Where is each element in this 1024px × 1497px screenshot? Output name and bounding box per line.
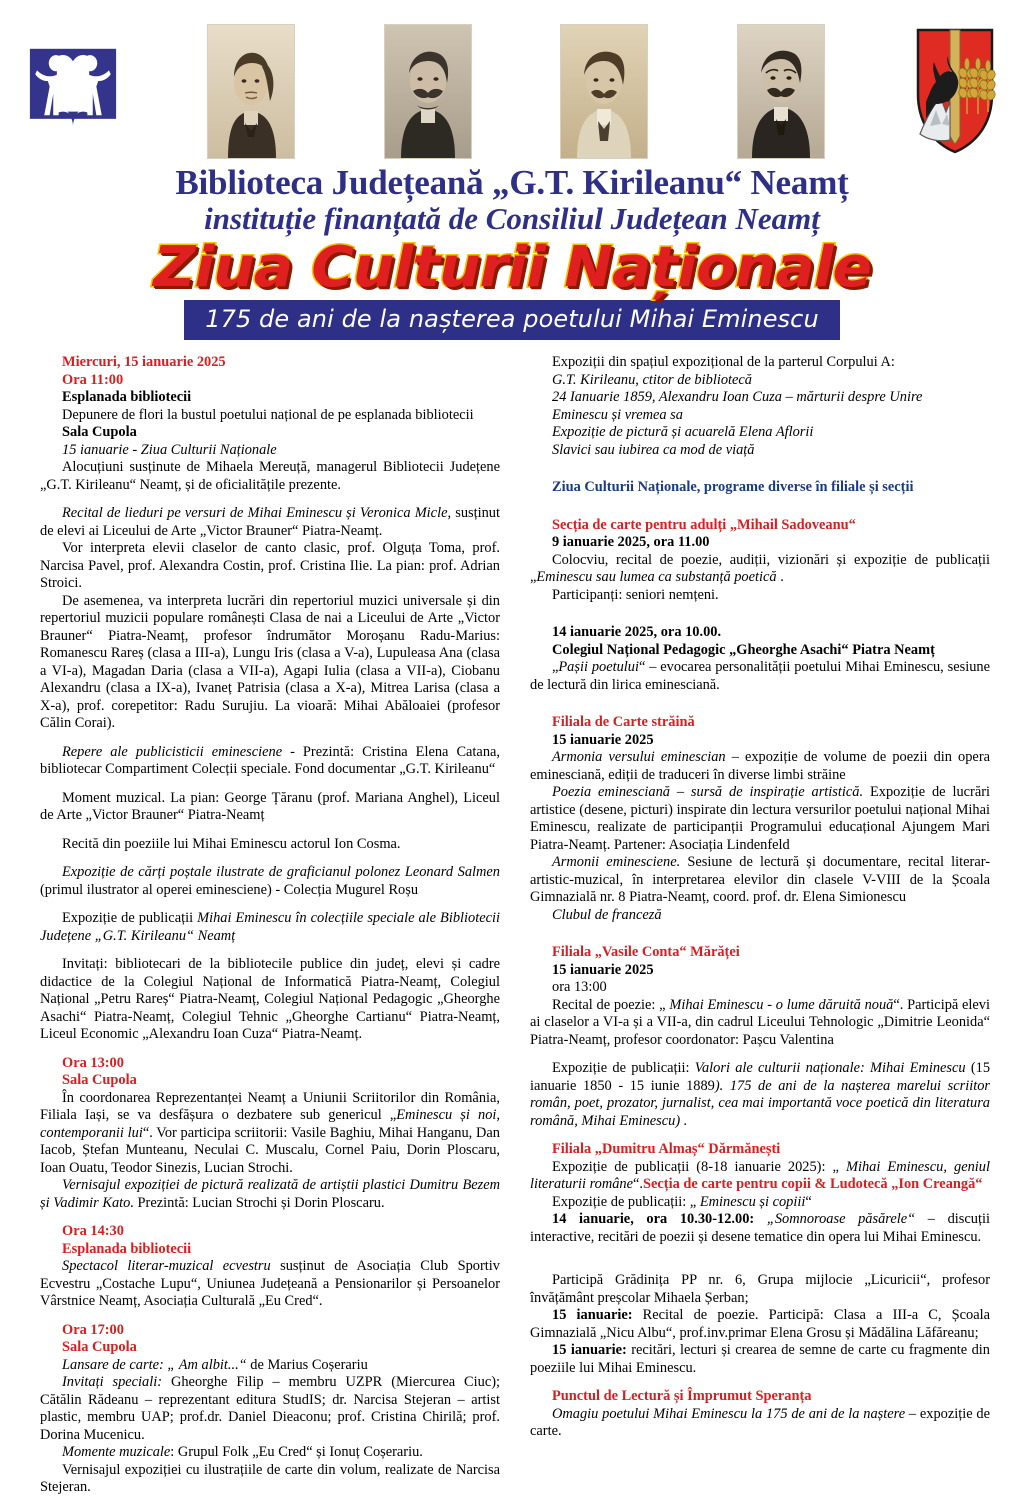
left-p6: De asemenea, va interpreta lucrări din repertoriul muzici universale și din repertoriul muzicii populare românești Clasa de nai a Liceului de Arte „Victor Brauner“ Piatra-Neamț, profesor îndrumător Moroșanu Radu-Marius: Romanescu Rareș (clasa a III-a), Lungu Iris (clasa a V-a), Lupuleasa Ana (clasa a VI-a), Magadan Daria (clasa a VII-a), Agapi Iulia (clasa a VII-a), Ciobanu Alexandru (clasa a IX-a), Ivaneț Patrisia (clasa a X-a), Mitrea Larisa (clasa a X-a), prof. corepetitor: Radu Surujiu. La vioară: Mihai Abăloaiei (profesor Călin Corai). [40, 592, 500, 732]
right-column [530, 354, 991, 1440]
left-p2: 15 ianuarie - Ziua Culturii Naționale [62, 441, 277, 458]
left-date-heading: Miercuri, 15 ianuarie 2025 [62, 354, 226, 371]
right-exh-2: 24 Ianuarie 1859, Alexandru Ioan Cuza – mărturii despre Unire [552, 389, 923, 406]
right-exh-1: G.T. Kirileanu, ctitor de bibliotecă [552, 371, 752, 388]
right-sec3-p4: Clubul de franceză [552, 906, 662, 923]
right-sec1-date: 9 ianuarie 2025, ora 11.00 [552, 534, 710, 551]
right-blue-heading: Ziua Culturii Naționale, programe diverse în filiale și secții [552, 479, 914, 496]
left-p12: Invitați: bibliotecari de la bibliotecile publice din județ, elevi și cadre didactice de la Colegiul Național de Informatică Piatra-Neamț, Colegiul Național „Petru Rareș“ Piatra-Neamț, Colegiul Național Pedagogic „Gheorghe Asachi“ Piatra-Neamț, Colegiul Tehnic „Gheorghe Cartianu“ Piatra-Neamț, Liceul Economic „Alexandru Ioan Cuza“ Piatra-Neamț. [40, 956, 500, 1043]
right-sec6-title: Secția de carte pentru copii & Ludotecă „Ion Creangă“ [643, 1176, 983, 1193]
anniversary-banner: 175 de ani de la nașterea poetului Mihai Eminescu [184, 300, 840, 340]
right-sec1-p2: Participanți: seniori nemțeni. [552, 586, 719, 603]
right-sec6-p2: 14 ianuarie, ora 10.30-12.00: „Somnoroase păsărele“ – discuții interactive, recitări de poezii și desene tematice din opera lui Mihai Eminescu. [530, 1211, 990, 1245]
left-place-5: Sala Cupola [62, 1339, 137, 1356]
right-sec3-p2: Poezia eminesciană – sursă de inspirație artistică. Expoziție de lucrări artistice (desene, picturi) inspirate din lectura versurilor poetului național Mihai Eminescu, realizate de participanții Programului educațional Ajungem Mari Piatra-Neamț. Partener: Asociația Lindenfeld [530, 784, 990, 853]
left-column [40, 354, 500, 1496]
left-p10: Expoziție de cărți poștale ilustrate de graficianul polonez Leonard Salmen (primul ilustrator al operei eminesciene) - Colecția Mugurel Roșu [40, 864, 500, 898]
right-sec6-p1: Expoziție de publicații: „ Eminescu și copiii“ [552, 1193, 812, 1210]
right-exh-5: Slavici sau iubirea ca mod de viață [552, 441, 755, 458]
coat-of-arms-icon [914, 26, 996, 156]
right-exh-3: Eminescu și vremea sa [552, 406, 683, 423]
right-sec1-title: Secția de carte pentru adulți „Mihail Sadoveanu“ [552, 516, 856, 533]
right-exh-4: Expoziție de pictură și acuarelă Elena Aflorii [552, 424, 814, 441]
left-place-1: Esplanada bibliotecii [62, 389, 192, 406]
left-time-4: Ora 17:00 [62, 1321, 124, 1338]
right-sec3-date: 15 ianuarie 2025 [552, 731, 654, 748]
right-sec4-title: Filiala „Vasile Conta“ Mărăței [552, 944, 740, 961]
right-sec2-title: Colegiul Național Pedagogic „Gheorghe Asachi“ Piatra Neamț [552, 641, 935, 658]
portrait-slavici [560, 24, 648, 159]
left-p9: Recită din poeziile lui Mihai Eminescu actorul Ion Cosma. [62, 835, 401, 852]
right-sec4-p2: Expoziție de publicații: Valori ale culturii naționale: Mihai Eminescu (15 ianuarie 1850 - 15 iunie 1889). 175 de ani de la nașterea marelui scriitor român, poet, prozator, jurnalist, cea mai importantă voce poetică din literatura română, Mihai Eminescu) . [530, 1060, 991, 1129]
content-columns [0, 340, 1024, 1496]
title-block [0, 164, 1024, 340]
left-p16: Lansare de carte: „ Am albit...“ de Marius Coșerariu [62, 1356, 368, 1373]
portrait-eminescu [207, 24, 295, 159]
left-time-3: Ora 14:30 [62, 1223, 124, 1240]
left-p8: Moment muzical. La pian: George Țăranu (prof. Mariana Anghel), Liceul de Arte „Victor Brauner“ Piatra-Neamț [40, 789, 500, 824]
institution-subtitle: instituție finanțată de Consiliul Județean Neamț [204, 201, 820, 237]
portrait-caragiale [737, 24, 825, 159]
left-p4: Recital de lieduri pe versuri de Mihai Eminescu și Veronica Micle, susținut de elevi ai Liceului de Arte „Victor Brauner“ Piatra-Neamț. [40, 505, 500, 539]
event-title-wrap [0, 235, 1024, 301]
right-sec6-p4: 15 ianuarie: Recital de poezie. Participă: Clasa a III-a C, Școala Gimnazială „Nicu Albu“, prof.inv.primar Elena Grosu și Mădălina Lăfăreanu; [530, 1307, 991, 1341]
right-sec2-p1: „Pașii poetului“ – evocarea personalității poetului Mihai Eminescu, sesiune de lectură din lirica eminesciană. [530, 659, 990, 693]
right-sec6-p5: 15 ianuarie: recitări, lecturi și crearea de semne de carte cu fragmente din poeziile lui Mihai Eminescu. [530, 1342, 990, 1376]
right-r1: Expoziții din spațiul expozițional de la parterul Corpului A: [552, 354, 895, 371]
left-p5: Vor interpreta elevii claselor de canto clasic, prof. Olguța Toma, prof. Narcisa Pavel, prof. Alexandra Costin, prof. Cristina Ilie. La pian: prof. Adrian Stroici. [40, 540, 500, 592]
left-p19: Vernisajul expoziției cu ilustrațiile de carte din volum, realizate de Narcisa Stejeran. [40, 1461, 500, 1496]
institution-title: Biblioteca Județeană „G.T. Kirileanu“ Neamț [175, 163, 849, 202]
right-sec3-p1: Armonia versului eminescian – expoziție de volume de poezii din opera eminesciană, ediții de traduceri în diverse limbi străine [530, 749, 990, 783]
right-sec4-date: 15 ianuarie 2025 [552, 961, 654, 978]
right-sec6-p3: Participă Grădinița PP nr. 6, Grupa mijlocie „Licuricii“, profesor învățământ preșcolar Mihaela Șerban; [530, 1272, 990, 1306]
left-place-3: Sala Cupola [62, 1072, 137, 1089]
portrait-creanga [384, 24, 472, 159]
left-p17: Invitați speciali: Gheorghe Filip – membru UZPR (Miercurea Ciuc); Cătălin Rădeanu – reprezentant editura StudIS; dr. Narcisa Stejeran – artist plastic, membru UAP; prof.dr. Daniel Dieaconu; prof. Cristina Chirilă; prof. Dorina Mucenicu. [40, 1374, 500, 1443]
header-strip [0, 0, 1024, 160]
right-sec4-p1: Recital de poezie: „ Mihai Eminescu - o lume dăruită nouă“. Participă elevi ai claselor a VI-a și a VII-a, din cadrul Liceului Tehnologic „Dimitrie Leonida“ Piatra-Neamț, profesor coordonator: Pașcu Valentina [530, 996, 991, 1048]
left-p11: Expoziție de publicații Mihai Eminescu în colecțiile speciale ale Bibliotecii Județene „G.T. Kirileanu“ Neamț [40, 910, 500, 944]
left-place-2: Sala Cupola [62, 424, 137, 441]
left-p1: Depunere de flori la bustul poetului național de pe esplanada bibliotecii [62, 406, 474, 423]
right-sec3-title: Filiala de Carte străină [552, 714, 695, 731]
left-p18: Momente muzicale: Grupul Folk „Eu Cred“ și Ionuț Coșerariu. [62, 1444, 423, 1461]
right-sec2-date: 14 ianuarie 2025, ora 10.00. [552, 624, 722, 641]
right-sec5-p1: Expoziție de publicații (8-18 ianuarie 2025): „ Mihai Eminescu, geniul literaturii române“.Secția de carte pentru copii & Ludotecă „Ion Creangă“ [530, 1158, 990, 1193]
left-place-4: Esplanada bibliotecii [62, 1240, 192, 1257]
right-sec3-p3: Armonii eminesciene. Sesiune de lectură și documentare, recital literar-artistic-muzical, în interpretarea elevilor din clasele V-VIII de la Școala Gimnazială nr. 8 Piatra-Neamț, coord. prof. dr. Elena Simionescu [530, 854, 991, 906]
right-sec7-title: Punctul de Lectură și Împrumut Speranța [552, 1388, 812, 1405]
right-sec1-p1: Colocviu, recital de poezie, audiții, vizionări și expoziție de publicații „Eminescu sau lumea ca substanță poetică . [530, 551, 990, 586]
left-time-1: Ora 11:00 [62, 371, 124, 388]
right-sec4-time: ora 13:00 [552, 979, 607, 996]
left-time-2: Ora 13:00 [62, 1054, 124, 1071]
library-logo-icon [28, 47, 118, 135]
event-title: Ziua Culturii Naționale [153, 235, 871, 301]
left-p3: Alocuțiuni susținute de Mihaela Mereuță, managerul Bibliotecii Județene „G.T. Kirileanu“ Neamț, și de oficialitățile prezente. [40, 459, 500, 493]
left-p7: Repere ale publicisticii eminesciene - Prezintă: Cristina Elena Catana, bibliotecar Compartiment Colecții speciale. Fond documentar „G.T. Kirileanu“ [40, 743, 500, 778]
left-p13: În coordonarea Reprezentanței Neamț a Uniunii Scriitorilor din România, Filiala Iași, se va desfășura o dezbatere sub genericul „Eminescu și noi, contemporanii lui“. Vor participa scriitorii: Vasile Baghiu, Mihai Hanganu, Dan Iacob, Ștefan Munteanu, Neculai C. Muscalu, Cornel Paiu, Dorin Ploscaru, Ioan Ouatu, Teodor Sinezis, Lucian Strochi. [40, 1089, 500, 1176]
right-sec5-title: Filiala „Dumitru Almaș“ Dărmănești [552, 1141, 781, 1158]
left-p14: Vernisajul expoziției de pictură realizată de artiștii plastici Dumitru Bezem și Vadimir Kato. Prezintă: Lucian Strochi și Dorin Ploscaru. [40, 1177, 500, 1211]
left-p15: Spectacol literar-muzical ecvestru susținut de Asociația Club Sportiv Ecvestru „Costache Lupu“, Uniunea Județeană a Pensionarilor și Persoanelor Vârstnice Neamț, Asociația Culturală „Eu Cred“. [40, 1258, 500, 1310]
right-sec7-p1: Omagiu poetului Mihai Eminescu la 175 de ani de la naștere – expoziție de carte. [530, 1405, 990, 1440]
